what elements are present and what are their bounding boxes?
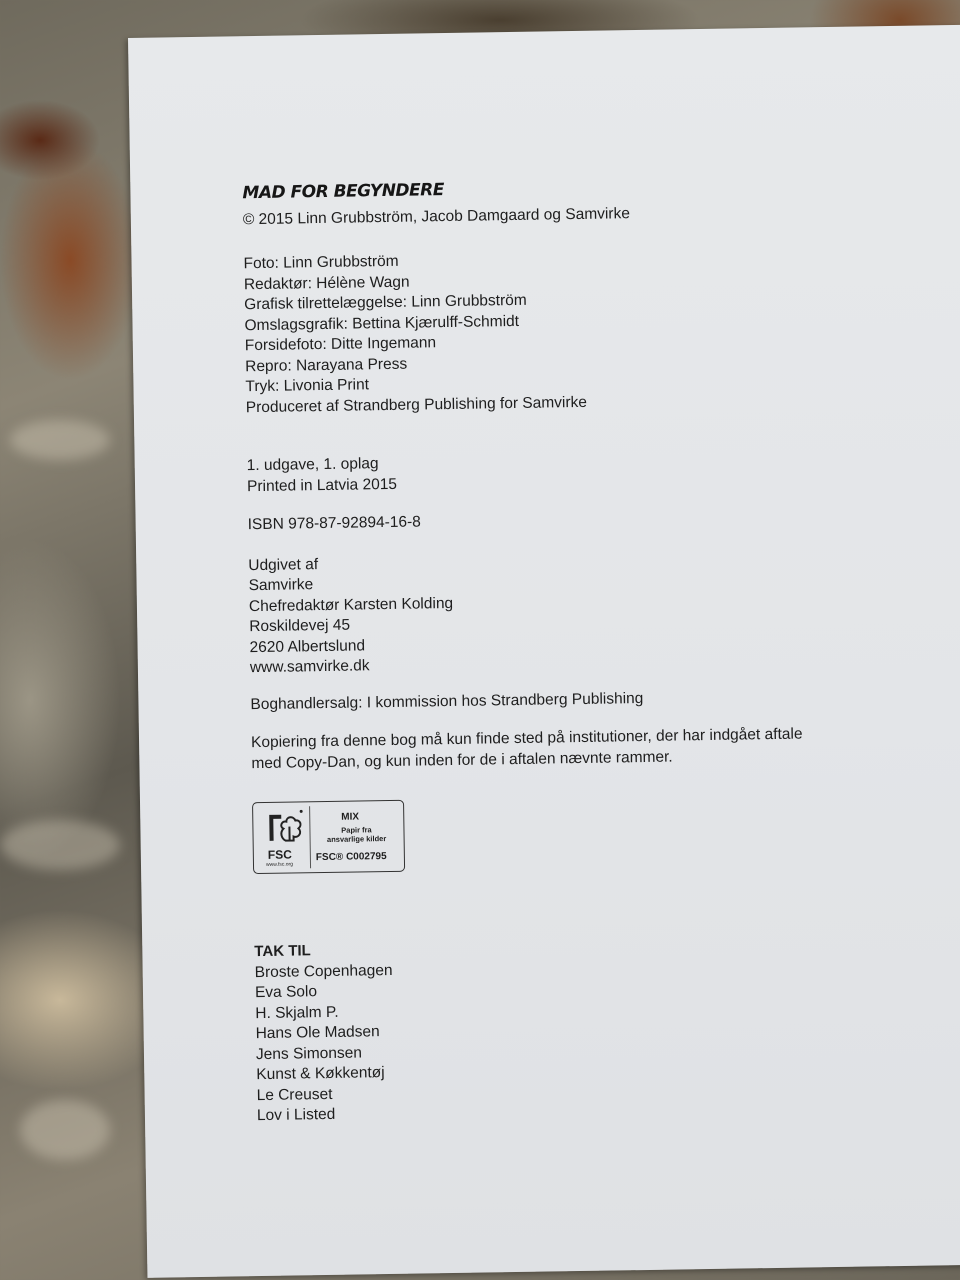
publisher-info [248, 546, 870, 679]
fsc-code: FSC® C002795 [315, 851, 387, 864]
credit-line: Foto: Linn Grubbström [243, 252, 399, 273]
thanks-item: Jens Simonsen [255, 1043, 363, 1063]
thanks-item: Eva Solo [254, 983, 318, 1002]
credit-line: Forsidefoto: Ditte Ingemann [244, 334, 437, 355]
fsc-logo [259, 806, 311, 869]
fsc-mix: MIX [341, 811, 360, 823]
fsc-desc-line: Papir fra [341, 825, 372, 835]
credits-list [243, 244, 865, 418]
marble-vein [0, 820, 120, 870]
fsc-description [313, 825, 399, 844]
fsc-desc-line: ansvarlige kilder [326, 834, 387, 844]
credit-line: Tryk: Livonia Print [245, 376, 370, 396]
copy-notice-line: Kopiering fra denne bog må kun finde sted på institutioner, der har indgået aftale [250, 725, 803, 752]
thanks-item: Lov i Listed [256, 1105, 336, 1125]
credit-line: Produceret af Strandberg Publishing for Samvirke [245, 393, 588, 416]
print-line: Printed in Latvia 2015 [246, 475, 398, 495]
book-page [128, 25, 960, 1278]
copy-notice-line: med Copy-Dan, og kun inden for de i aftalen nævnte rammer. [251, 748, 673, 772]
colophon [242, 173, 877, 1126]
marble-vein [10, 420, 110, 460]
credit-line: Grafisk tilrettelæggelse: Linn Grubbström [244, 291, 527, 314]
copy-notice [251, 724, 852, 774]
sales-line: Boghandlersalg: I kommission hos Strandberg Publishing [250, 689, 644, 713]
publisher-line: 2620 Albertslund [249, 636, 366, 656]
edition-line: 1. udgave, 1. oplag [246, 455, 379, 475]
fsc-label [252, 800, 405, 874]
sales-info [250, 685, 870, 715]
book-title: MAD FOR BEGYNDERE [242, 180, 445, 204]
publisher-website: www.samvirke.dk [249, 657, 370, 677]
isbn [248, 505, 868, 535]
thanks-item: Hans Ole Madsen [255, 1023, 380, 1043]
credit-line: Omslagsgrafik: Bettina Kjærulff-Schmidt [244, 312, 520, 334]
publisher-line: Samvirke [248, 576, 314, 595]
publisher-line: Udgivet af [248, 555, 319, 574]
thanks-item: Le Creuset [256, 1085, 333, 1104]
thanks-heading: TAK TIL [254, 942, 311, 961]
copyright-line: © 2015 Linn Grubbström, Jacob Damgaard og Samvirke [242, 204, 631, 228]
thanks-item: Broste Copenhagen [254, 961, 393, 981]
thanks-section [254, 932, 877, 1126]
credit-line: Redaktør: Hélène Wagn [243, 273, 410, 293]
marble-vein [20, 1100, 110, 1160]
thanks-item: H. Skjalm P. [255, 1003, 339, 1022]
edition-info [247, 446, 868, 497]
fsc-tree-icon [265, 808, 304, 847]
thanks-item: Kunst & Køkkentøj [256, 1064, 385, 1084]
fsc-letters: FSC [267, 847, 292, 862]
isbn-line: ISBN 978-87-92894-16-8 [247, 513, 421, 534]
credit-line: Repro: Narayana Press [245, 355, 408, 375]
publisher-line: Roskildevej 45 [249, 616, 351, 636]
publisher-line: Chefredaktør Karsten Kolding [248, 594, 454, 615]
fsc-url: www.fsc.org [265, 861, 294, 868]
